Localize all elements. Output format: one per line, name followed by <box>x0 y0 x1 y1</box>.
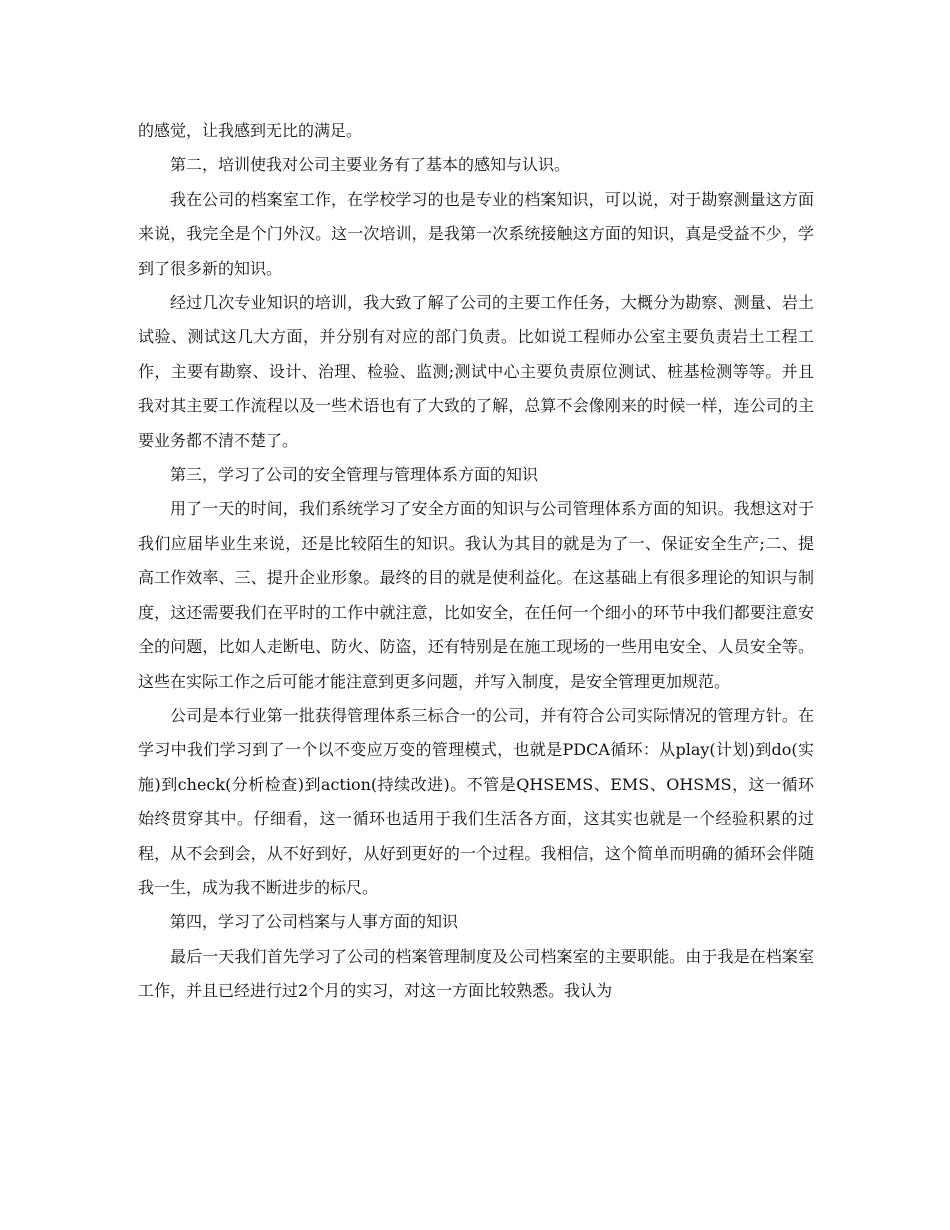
paragraph-continuation: 的感觉，让我感到无比的满足。 <box>138 121 363 140</box>
document-body <box>138 114 814 1009</box>
paragraph: 我在公司的档案室工作，在学校学习的也是专业的档案知识，可以说，对于勘察测量这方面来说，我完全是个门外汉。这一次培训，是我第一次系统接触这方面的知识，真是受益不少，学到了很多新的知识。 <box>138 189 814 278</box>
paragraph: 公司是本行业第一批获得管理体系三标合一的公司，并有符合公司实际情况的管理方针。在学习中我们学习到了一个以不变应万变的管理模式，也就是PDCA循环：从play(计划)到do(实施)到check(分析检查)到action(持续改进)。不管是QHSEMS、EMS、OHSMS，这一循环始终贯穿其中。仔细看，这一循环也适用于我们生活各方面，这其实也就是一个经验积累的过程，从不会到会，从不好到好，从好到更好的一个过程。我相信，这个简单而明确的循环会伴随我一生，成为我不断进步的标尺。 <box>138 705 814 897</box>
section-heading-third: 第三，学习了公司的安全管理与管理体系方面的知识 <box>170 465 539 485</box>
paragraph: 经过几次专业知识的培训，我大致了解了公司的主要工作任务，大概分为勘察、测量、岩土试验、测试这几大方面，并分别有对应的部门负责。比如说工程师办公室主要负责岩土工程工作，主要有勘察、设计、治理、检验、监测;测试中心主要负责原位测试、桩基检测等等。并且我对其主要工作流程以及一些术语也有了大致的了解，总算不会像刚来的时候一样，连公司的主要业务都不清不楚了。 <box>138 293 814 450</box>
section-heading-fourth: 第四，学习了公司档案与人事方面的知识 <box>170 912 459 932</box>
paragraph: 最后一天我们首先学习了公司的档案管理制度及公司档案室的主要职能。由于我是在档案室工作，并且已经进行过2个月的实习，对这一方面比较熟悉。我认为 <box>138 946 814 1001</box>
section-heading-second: 第二，培训使我对公司主要业务有了基本的感知与认识。 <box>170 155 571 175</box>
paragraph: 用了一天的时间，我们系统学习了安全方面的知识与公司管理体系方面的知识。我想这对于我们应届毕业生来说，还是比较陌生的知识。我认为其目的就是为了一、保证安全生产;二、提高工作效率、三、提升企业形象。最终的目的就是使利益化。在这基础上有很多理论的知识与制度，这还需要我们在平时的工作中就注意，比如安全，在任何一个细小的环节中我们都要注意安全的问题，比如人走断电、防火、防盗，还有特别是在施工现场的一些用电安全、人员安全等。这些在实际工作之后可能才能注意到更多问题，并写入制度，是安全管理更加规范。 <box>138 499 814 691</box>
